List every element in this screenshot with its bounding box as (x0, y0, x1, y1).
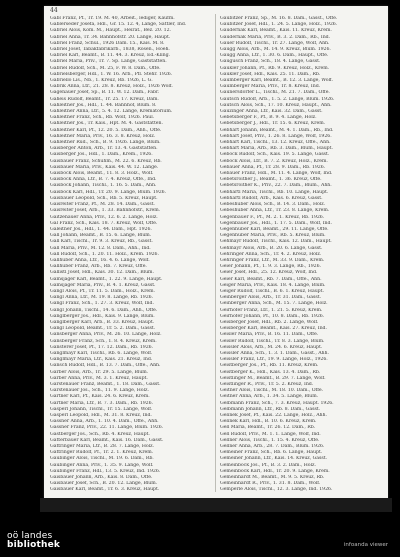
directory-entry: Gaisbauer Franz, Schuhm., M. 22. 6. Kreuz, Rb. (50, 158, 162, 164)
viewer-label[interactable]: infoanda viewer (343, 542, 388, 548)
directory-entry: Gaisbauer Johann, Arb., Kais. 8. Dam., Offe. (50, 475, 153, 481)
directory-entry: Gegenhuber Maria, Priv., Rb. 5. Kreuz, Blum. (220, 233, 326, 239)
directory-entry: Gabrik Anna, Ltr., 21. 28. 8. Kreuz, Holz., 1926 Wolf. (50, 84, 173, 90)
directory-entry: Gahleitner Jos., Tr. Kais., Hpt. M. 4. Gaststätten. (50, 121, 163, 127)
directory-entry: Gaisberger Jos., Hdl., 1. Dam., Krem., 1926. (50, 152, 153, 158)
directory-entry: Gall Maria, Priv., M. 12. 8. Dam., Ahh., Ind. (50, 245, 151, 251)
directory-entry: Gebetsroither J., Beamt., 1. 36. Kreuz, Offe. (220, 177, 322, 183)
directory-entry: Gabriello Lis., Nb., 1. Kreuz, Rb. 1926, L. G. (50, 78, 153, 84)
library-logo[interactable] (7, 532, 60, 550)
directory-entry: Gangl Leopold, Beamt., Tr. 5. 2. Dam., Gasst. (50, 326, 156, 332)
directory-entry: Geböck Alois, Ltr., B. 7. 2. Kreuz, Holz., Krem. (220, 158, 328, 164)
directory-entry: Gehringer Anna, Sch., Tr. 4. 2. Kreuz, Holz. (220, 251, 322, 257)
directory-entry: Gebeshuber Alois, Sch., B. 14. 3. Dam., Holz. (220, 202, 326, 208)
directory-entry: Gaugg Anna, Ltr., 1. 30. 6. Dam., Haupt., Offe. (220, 53, 329, 59)
directory-entry: Gelinek Josef, Pf., Kais. 22. Lange, Holz., Ahh. (220, 413, 327, 418)
directory-entry: Gaukler Johann, Pf., Rb. 9. Kreuz, Holz., Krem. (220, 65, 330, 71)
directory-entry: Gemeinhardt R., Priv., 1. 31. 8. Dam., Wolf. (220, 481, 321, 487)
directory-entry: Gartner Karl, Pf., Kais. 24. 6. Kreuz, Krem. (50, 394, 150, 400)
directory-entry: Geissler Alois, Arb., M. 24. 6. Kreuz, Haupt. (220, 344, 323, 350)
directory-entry: Gauer Rudolf, Tischl., Tr. 27. Lange, Wolf, Ahh. (220, 40, 330, 46)
directory-entry: Gattringer Rudolf, Pf., Tr. 2. 1. Kreuz, Krem. (50, 450, 154, 456)
directory-entry: Geier Johann, Pf., 1. 9. 3. Lange, Rb., 1926. (220, 264, 321, 270)
directory-entry: Gaisbauer Josef, Sch., B. 20. 12. Lange, Blum. (50, 481, 158, 487)
directory-entry: Garstenauer Franz, Beamt., 1. 18. Dam., Gasst. (50, 381, 161, 387)
directory-entry: Geisler Maria, Priv., B. 16. 11. Dam., Offe. (220, 332, 319, 338)
directory-entry: Gaisberger Anton, Arb., Tr. 13. 4. Gaststätten. (50, 146, 158, 152)
directory-entry: Garstenauer Jos., Sch., 11. 9. Lange, Holz. (50, 388, 149, 394)
directory-entry: Geistberger Jos., Pf., Rb. 11. Kreuz, Krem. (220, 363, 319, 369)
directory-entry: Geinberger Anna, Sch., M. 15. 7. Lange, Holz. (220, 301, 328, 307)
directory-entry: Gellner Alois, Tischl., 1. 15. 4. Kreuz, Offe. (220, 437, 320, 443)
column-divider (215, 14, 216, 492)
directory-entry: Gansberger Franz, Sch., 1. 8. 4. Kreuz, Krem. (50, 338, 157, 344)
directory-entry: Gabrielsberger, Hdl., 1. W. 16. Arb., Pfl. Stehr. 1926. (50, 71, 173, 77)
directory-entry: Gautsch Alois, Sch., 17. 10. Kreuz, Haupt., Ahh. (220, 102, 332, 108)
directory-entry: Gansberger Anna, Priv., M. 26. 10. Lange, Holz. (50, 332, 162, 338)
directory-entry: Gegenbauer F., Pf., M. 2. 1. Kreuz, Rb. 1926. (220, 214, 325, 220)
directory-entry: Gebauer Anna, Pf., Tr. 28. 9. Dam., Rb. 1926. (220, 164, 326, 170)
directory-entry: Gellner Anna, Arb., 28. 7. Dam., Blum. 1926. (220, 444, 325, 450)
directory-entry: Geiger Rudolf, Tischl., B. 6. 1. Kreuz, Haupt. (220, 288, 324, 294)
directory-entry: Gangl Franz, Sch., 1. 27. 3. Kreuz, Wolf, Ind. (50, 301, 154, 307)
directory-entry: Gebauer Franz, Hdl., M. 11. 4. Lange, Wolf, Ind. (220, 171, 333, 177)
directory-entry: Gabriel Franz, Schul., 1926 Dam. 15., Kais. M. 8. (50, 40, 165, 46)
directory-entry: Gaisböck Karl, Hdl., Tr. 20. 9. Lange, Blum. 1926. (50, 189, 167, 195)
directory-entry: Gattringer Maria, Ltr., B. 28. 7. Lange, Holz. (50, 444, 154, 450)
directory-entry: Gebhart Johann, Beamt., M. 4. 1. Dam., Rb., Ind. (220, 127, 334, 133)
directory-entry: Gabriel Rudolf, Sch., M. 25, F. W. 8. Dam., Offe. (50, 65, 161, 71)
directory-entry: Geisberger Karl, Beamt., Kais. 27. Kreuz, Ind. (220, 326, 327, 332)
directory-entry: Gallistl Josef, Hdl., Kais. 30. 12. Dam., Blum. (50, 270, 154, 276)
directory-entry: Gaumberger Karl, Beamt., B. 12. 3. Lange, Wolf. (220, 78, 333, 84)
directory-entry: Gaugusch Franz, Sch., 18. 4. Lange, Gasst. (220, 59, 321, 65)
directory-entry: Geböck Rudolf, Sch., Kais. 19. 5. Lange, Gasst. (220, 152, 330, 158)
directory-entry: Gamsjäger Karl, Beamt., 1. 22. 9. Lange, Haupt. (50, 276, 163, 282)
directory-entry: Gaisböck Anna, Ltr., B. 7. 4. Kreuz, Offe., Ind. (50, 177, 157, 183)
directory-entry: Gablerseder Josefa, Hdl., Gr. 15. 12. 4, Lange, Sattler, Ind. (50, 22, 187, 28)
directory-entry: Gaudernak Maria, Priv., B. 3. 2. Dam., Rb., Ind. (220, 34, 331, 40)
directory-entry: Gebhart Karl, Tischl., 13. 12. Kreuz, Offe., Ahh. (220, 140, 331, 146)
directory-entry: Geier Karl, Beamt., Rb. 7. Dam., Offe., Ahh. (220, 276, 322, 282)
directory-entry: Gall Karl, Tischl., Tr. 9. 3. Kreuz, Rb., Gasst. (50, 239, 153, 245)
directory-entry: Gehmayr Rudolf, Tischl., Kais. 12. Dam., Haupt. (220, 239, 332, 245)
directory-entry: Ganglmayr Karl, Tischl., Rb. 6. Lange, Wolf. (50, 350, 153, 356)
directory-entry: Gasperl Johann, Tischl., Tr. 15. Lange, Wolf. (50, 406, 153, 412)
directory-entry: Gaisbauer Maria, Priv., Kais. 44. W. 12. Lange. (50, 164, 159, 170)
directory-entry: Garber Alois, Arb., Tr. 29. 5. Lange, Blum. (50, 369, 149, 375)
directory-entry: Gahleitner Rud., Sch., B. 9. 1926. Lange, Blum. (50, 140, 161, 146)
directory-entry: Gaugg Alois, Arb., M. 14. 9. Kreuz, Blum. 1926. (220, 47, 331, 53)
directory-entry: Gaubinger Anna, Priv., 1. 35. 9. Lange, Wolf. (50, 462, 154, 468)
logo-line-1: oö landes (7, 531, 53, 541)
directory-entry: Geisberger Josef, Hdl., Rb. 2. Lange, Wolf. (220, 319, 319, 325)
directory-entry: Ganglberger Karl, Arb., B. 33. Kreuz, Haupt. (50, 319, 155, 325)
document-page (44, 6, 388, 498)
directory-entry: Gebetsroither K., Priv., 22. 7. Dam., Blum., Ahh. (220, 183, 332, 189)
directory-entry: Gebhartl Rudolf, Arb., Kais. 6. Kreuz, Gasst. (220, 195, 323, 201)
directory-entry: Gartner Maria, Ltr., B. 7. 3. Dam., Rb. 1926. (50, 400, 153, 406)
directory-entry: Gegenbauer Jos., Hdl., 1. 17. 5. Dam., Wolf, Ind. (220, 220, 332, 226)
directory-entry: Gahleitner Jos., Hdl., 1. 44. Bahnhof, Blum. 8. (50, 102, 157, 108)
directory-entry: Geissler Anna, Sch., 1. 3. 1. Dam., Gasst., Ahh. (220, 350, 329, 356)
directory-entry: Gelbmann Franz, Sch., 7. 3. Kreuz, Haupt. 1926. (220, 400, 334, 406)
directory-entry: Geistberger K., Hdl., Kais. 13. 4. Dam., Rb. (220, 369, 321, 375)
directory-entry: Gell Rudolf, Priv., M. 1. 1. Lange, Wolf, Ind. (220, 431, 321, 437)
directory-entry: Gahleitner Franz, Sch., Rb. Wolf, 1926. Paul. (50, 115, 155, 121)
directory-entry: Gemeiner Franz, Sch., Rb. 6. Lange, Haupt. (220, 450, 323, 456)
directory-entry: Garber Anna, Priv., M. 3. 1. Kreuz, Haupt. (50, 375, 148, 381)
directory-entry: Galeitner Jos., Hdl., 1. 44. Dam., Hpt. 1926. (50, 226, 152, 232)
directory-entry: Geirhofer Franz, Ltr., 1. 21. 5. Kreuz, Krem. (220, 307, 323, 313)
directory-entry: Gastberger Jos., Sch., Rb. 4. Kreuz, Haupt. (50, 431, 150, 437)
directory-entry: Gebhart Josef, Priv., 1. 26. 8. Lange, Wolf, 1926. (220, 133, 332, 139)
directory-entry: Gabriel Anna, Tr. 34. Bahnhofstr. 20. Lange, Haupt. (50, 34, 171, 40)
directory-entry: Gabriel Alois, Kom. M., Haupt., Heirat., Bez. 20. 12. (50, 28, 171, 34)
directory-entry: Gauzinger Anna, Ltr., Kais. 32. Dam., Gasst. (220, 109, 323, 115)
directory-entry: Gegenhuber Karl, Beamt., 29. 11. Lange, Offe. (220, 226, 329, 232)
left-column (50, 16, 212, 494)
directory-entry: Gaisböck Alois, Beamt., 11. 8. 3. Holz., Wolf. (50, 171, 154, 177)
directory-entry: Gelinek Karl, Hdl., B. 10. 6. Kreuz, Krem. (220, 419, 317, 425)
directory-entry: Gagenauer Josef, Sp., B. 11. W. 12. Dam., Fabr. (50, 90, 160, 96)
directory-entry: Geinberger Alois, Arb., Tr. 31. Dam., Gasst. (220, 295, 322, 301)
directory-entry: Gabriel Karl, Beamt., B. 11. 44. 3. Kreuz, Ed.-Kling. (50, 53, 170, 59)
directory-entry: Gassner Franz, Priv., 22. 11. Lange, Blum. 1926. (50, 425, 164, 431)
directory-entry: Gebhartl Maria, Tischl., Rb. 10. Lange, Haupt. (220, 189, 329, 195)
directory-entry: Geiger Maria, Priv., Kais. 18. 4. Lange, Blum. (220, 282, 326, 288)
directory-entry: Gebetsberger F., Pf., B. 9. 4. Lange, Holz. (220, 115, 317, 121)
directory-entry: Gaubinger Alois, Tischl., M. 19. 6. Dam., Rb. (50, 456, 154, 462)
directory-entry: Gasperl Leopold, Hdl., M. 31. 8. Kreuz, Ind. (50, 413, 152, 418)
directory-entry: Gabriel Josef, Tabakfabrikarb., 1838, Rosen., Hoeh. (50, 47, 170, 53)
directory-entry: Gangl Johann, Tischl., 14. 6. Dam., Ahh., Offe. (50, 307, 158, 313)
directory-entry: Gaisbauer Karl, Beamt., Tr. 6. 3. Kreuz, Haupt. (50, 487, 160, 493)
directory-entry: Gaubitzer Josef, Hdl., 1. 24. 5. Lange, Holz., 1926. (220, 22, 338, 28)
directory-entry: Gall Rudolf, Sch., 1. 20. 11. Holz., Krem. 1926. (50, 251, 159, 257)
page-edge-shadow (40, 498, 392, 512)
directory-entry: Gell Maria, Beamt., Tr. 26. 12. Dam., Rb. (220, 425, 316, 431)
directory-entry: Gassner Anna, Arb., 1. 10. 4. Dam., Offe., Ahh. (50, 419, 159, 425)
directory-entry: Geissler Franz, Ltr., 19. 9. Lange, Holz., 1926. (220, 357, 328, 363)
directory-entry: Gabl Franz, Pf., Tr. 19. M. 40, Arbeit., lediger, Kaufm. (50, 16, 175, 21)
directory-entry: Gaukler Josef, Hdl., Kais. 25. 11. Dam., Rb. (220, 71, 321, 77)
directory-entry: Gallhuber Anna, Ltr., 16. 4. 6. Lange, Wolf. (50, 257, 150, 263)
directory-entry: Gebeshuber Anna, Ltr., Tr. 23. 8. Lange, Krem. (220, 208, 330, 214)
directory-entry: Gebhart Maria, Arb., Rb. 3. Dam., Blum., Haupt. (220, 146, 333, 152)
directory-entry: Geitner Alois, Tischl., M. 18. 10. Dam., Offe. (220, 388, 324, 394)
directory-entry: Gahleitner Maria, Priv., 16. 3. 8. Kreuz, Holz. (50, 133, 156, 139)
directory-entry: Gangl Alois, Pf., Tr. 11. 5. Dam., Holz., Krem. (50, 288, 155, 294)
directory-entry: Gaisbauer Leopold, Sch., Rb. 5. Kreuz, Haupt. (50, 195, 158, 201)
directory-entry: Gaudernak Karl, Beamt., Kais. 11. Kreuz, Krem. (220, 28, 332, 34)
directory-entry: Gaisreiter Franz, Pf., M. 28. 14. Dam., Gasst. (50, 202, 155, 208)
directory-entry: Ganglmayr Maria, Ltr., Kais. 21. Kreuz, Ind. (50, 357, 153, 363)
directory-entry: Gabriel Maria, Priv., Tr. 7. Sp. Lange, Gaststätten. (50, 59, 167, 65)
directory-entry: Gall Johann, Beamt., B. 15. 6. Lange, Blum. (50, 233, 152, 239)
page-number: 44 (50, 7, 58, 14)
directory-entry: Gehringer Franz, Ltr., M. 33. 9. Dam., Krem. (220, 257, 325, 263)
directory-entry: Gangl Anna, Ltr., M. 19. 8. Lange, Rb. 1926. (50, 295, 154, 301)
directory-entry: Gansch Rudolf, Hdl., B. 13. 7. Dam., Offe., Ahh. (50, 363, 161, 369)
directory-entry: Gaunersdorfer L., Tischl., M. 21. 7. Dam., Offe. (220, 90, 330, 96)
directory-entry: Gallhuber Franz, Arb., Rb. 7. Kreuz, Offe. (50, 264, 147, 270)
directory-entry: Gahleitner Anna, Ltr., 5. 4. 12. Lange, Krematorium. (50, 109, 173, 115)
directory-entry: Gahleitner Karl, Pf., 12. 20. 5. Dam., Ahh., Offe. (50, 127, 162, 133)
logo-line-2: bibliothek (7, 540, 61, 550)
directory-entry: Gautsch Rudolf, Arb., 1. 5. 2. Lange, Blum. 1926. (220, 96, 335, 102)
directory-entry: Gaheis Rudolf, Beamt., Tr. 25. 17. Kreuz, Dam. (50, 96, 159, 102)
directory-entry: Geirhofer Johann, Pf., 10. 8. Dam., Rb. 1926. (220, 313, 325, 319)
directory-entry: Geier Josef, Hdl., 25. 12. Kreuz, Wolf, Ind. (220, 270, 318, 276)
directory-entry: Gaisreiter Josef, Arb., 1. 33. Bahnhofstr., Krem. (50, 208, 161, 214)
directory-entry: Gaubinger Franz, Hdl., 13. 5. Kreuz, Ind. 1926. (50, 468, 161, 474)
directory-entry: Gal Franz, Sch., Kais. 18. 7. Kreuz, Wolf, Offe. (50, 220, 158, 226)
directory-entry: Gemperle Alois, Tischl., 12. 3. Lange, Ind. 1926. (220, 487, 333, 493)
directory-entry: Geitner Anna, Arb., 1. 34. 5. Lange, Blum. (220, 394, 319, 400)
directory-entry: Gaisböck Johann, Tischl., 1. 16. 5. Dam., Ahh. (50, 183, 157, 189)
directory-entry: Geisler Rudolf, Tischl., Tr. 8. 3. Lange, Blum. (220, 338, 325, 344)
directory-entry: Gebetsberger J., Hdl., Tr. 15. 6. Kreuz, Krem. (220, 121, 326, 127)
directory-entry: Ganglberger Jos., Hdl., Kais. 9. Lange, Blum. (50, 313, 155, 319)
directory-entry: Gemeiner Johann, Ltr., Kais. 14. Kreuz, Gasst. (220, 456, 328, 462)
directory-entry: Gaubitzer Franz, Sp., M. 16. 8. Dam., Gasst., Offe. (220, 16, 338, 21)
directory-entry: Gelbmann Johann, Ltr., Rb. 8. Dam., Gasst. (220, 406, 321, 412)
directory-entry: Gemeinböck Karl, Hdl., Tr. 20. 9. Lange, Krem. (220, 468, 330, 474)
directory-entry: Gansterer Josef, Pf., 17. 12. Dam., Rb. 1926. (50, 344, 154, 350)
directory-entry: Gamsjäger Maria, Priv., B. 4. 1. Kreuz, Gasst. (50, 282, 156, 288)
directory-entry: Gatterbauer Karl, Beamt., Kais. 16. Dam., Gasst. (50, 437, 164, 443)
directory-entry: Geistlinger M., Beamt., B. 29. 7. Lange, Wolf. (220, 375, 326, 381)
directory-entry: Gemeinhardt M., Beamt., M. 9. 5. Kreuz, Rb. (220, 475, 325, 481)
right-column (220, 16, 382, 494)
directory-entry: Geistlinger R., Priv., Tr. 5. 2. Kreuz, Ind. (220, 381, 314, 387)
directory-entry: Gehmayr Alois, Arb., B. 20. 6. Lange, Gasst. (220, 245, 323, 251)
directory-entry: Gemeinböck Jos., Pf., B. 3. 2. Dam., Holz. (220, 462, 316, 468)
directory-entry: Gaitzenauer Anna, Priv., 12. 6. 2. Lange, Holz. (50, 214, 158, 220)
directory-entry: Gaumberger Maria, Priv., Tr. 8. Kreuz, Ind. (220, 84, 321, 90)
